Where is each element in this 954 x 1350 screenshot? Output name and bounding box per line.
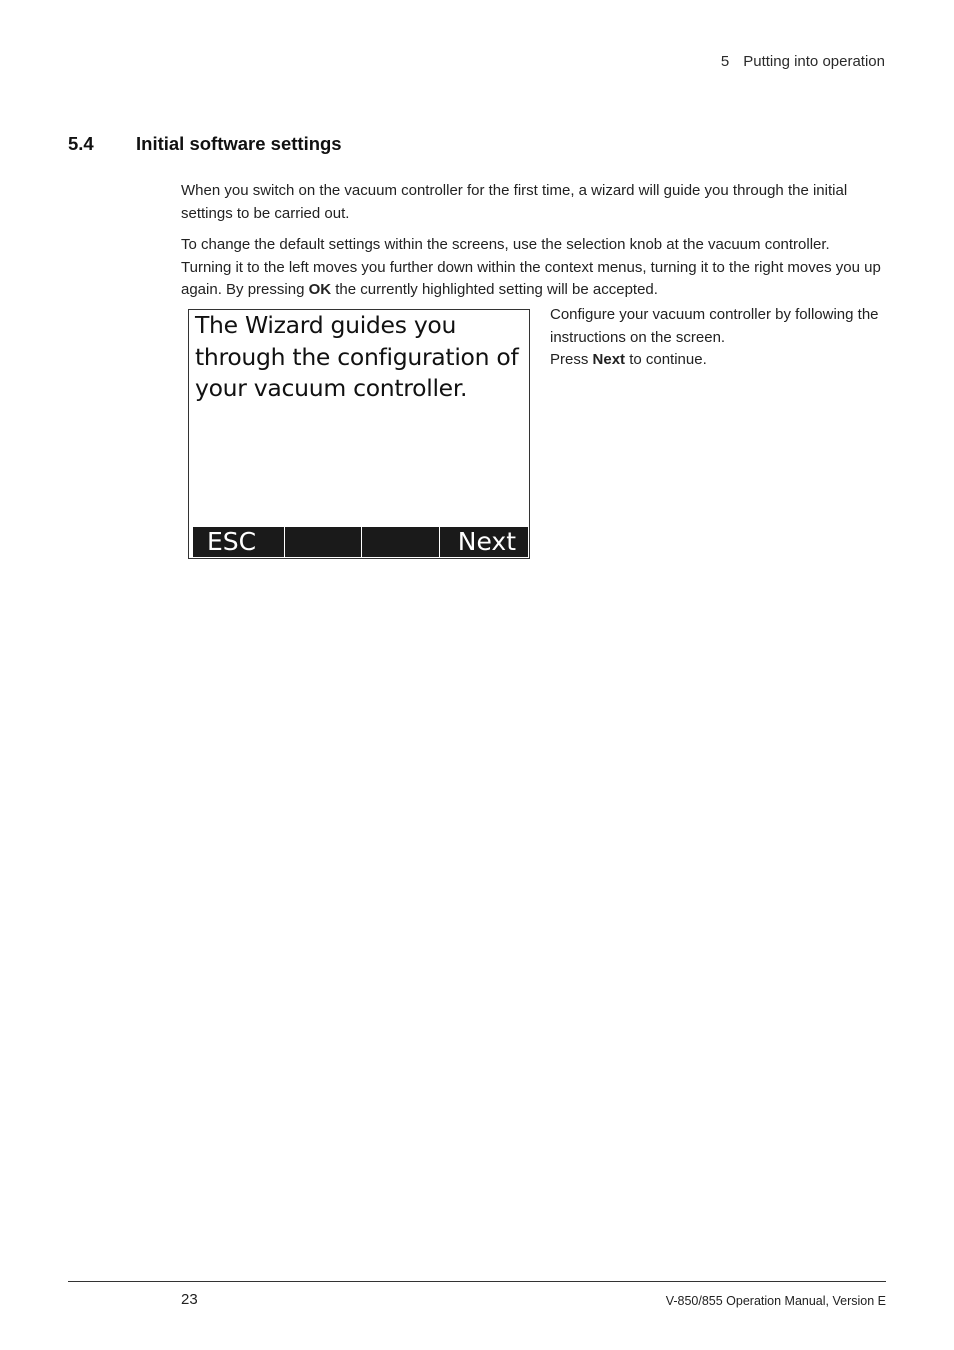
chapter-number: 5 <box>720 53 730 70</box>
press-next-line <box>550 349 885 372</box>
ok-keyword: OK <box>308 281 332 298</box>
next-softkey: Next <box>457 527 516 556</box>
softkey-bar <box>193 527 528 557</box>
page-number: 23 <box>181 1291 198 1308</box>
next-keyword: Next <box>592 351 626 368</box>
controller-display-screenshot <box>188 309 530 559</box>
section-title: Initial software settings <box>136 133 342 154</box>
knob-paragraph <box>181 234 881 302</box>
section-heading <box>68 133 342 155</box>
softkey-3 <box>362 527 440 557</box>
softkey-2 <box>285 527 363 557</box>
press-text: Press <box>550 351 593 368</box>
side-instructions <box>550 304 885 372</box>
knob-text-after: the currently highlighted setting will be accepted. <box>331 281 658 298</box>
section-number: 5.4 <box>68 133 94 154</box>
esc-softkey: ESC <box>193 527 285 557</box>
running-header <box>721 53 885 70</box>
intro-paragraph: When you switch on the vacuum controller for the first time, a wizard will guide you through the initial settings to be carried out. <box>181 182 848 222</box>
continue-text: to continue. <box>625 351 707 368</box>
footer-document-title: V-850/855 Operation Manual, Version E <box>665 1294 886 1308</box>
footer-rule <box>68 1281 886 1282</box>
chapter-title: Putting into operation <box>743 53 885 70</box>
wizard-message: The Wizard guides you through the configuration of your vacuum controller. <box>195 311 519 402</box>
side-instruction-line: Configure your vacuum controller by following the instructions on the screen. <box>550 306 879 346</box>
knob-text-before: To change the default settings within the screens, use the selection knob at the vacuum controller. Turning it to the left moves you further down within the context menus, turning it to the right moves you up again. By pressing <box>181 236 881 298</box>
